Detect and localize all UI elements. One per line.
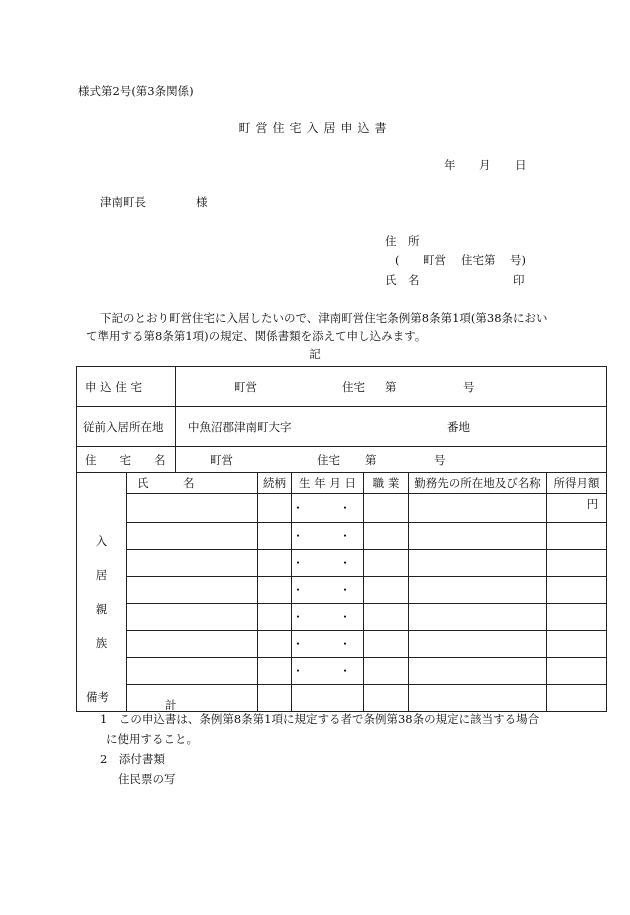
column-header-relation: 続柄 xyxy=(258,473,292,494)
family-occupation-cell[interactable] xyxy=(364,523,409,550)
family-name-cell[interactable] xyxy=(127,631,258,658)
table-row xyxy=(77,577,607,604)
note-item-2-detail: 住民票の写 xyxy=(118,772,176,786)
ki-heading: 記 xyxy=(309,347,321,361)
form-number: 様式第2号(第3条関係) xyxy=(78,84,194,98)
total-relation-cell xyxy=(258,685,292,712)
previous-address-label: 従前入居所在地 xyxy=(77,407,176,447)
total-occupation-cell xyxy=(364,685,409,712)
family-workplace-cell[interactable] xyxy=(409,631,547,658)
applicant-address-label: 住 所 xyxy=(385,234,420,248)
housing-name-house: 住宅 xyxy=(317,452,340,467)
column-header-income: 所得月額 xyxy=(547,473,607,494)
family-occupation-cell[interactable] xyxy=(364,631,409,658)
previous-address-banchi: 番地 xyxy=(447,419,470,434)
family-name-cell[interactable] xyxy=(127,577,258,604)
family-occupation-cell[interactable] xyxy=(364,577,409,604)
previous-address-field[interactable] xyxy=(176,407,607,447)
family-birth-cell[interactable]: ・ ・ xyxy=(292,631,364,658)
application-housing-town: 町営 xyxy=(234,379,257,394)
applicant-housing-open: ( xyxy=(395,253,400,267)
family-name-cell[interactable] xyxy=(127,604,258,631)
family-relation-cell[interactable] xyxy=(258,577,292,604)
form-title: 町営住宅入居申込書 xyxy=(238,121,392,135)
family-income-cell[interactable] xyxy=(547,523,607,550)
family-workplace-cell[interactable] xyxy=(409,494,547,523)
family-relation-cell[interactable] xyxy=(258,631,292,658)
family-occupation-cell[interactable] xyxy=(364,658,409,685)
family-income-cell[interactable] xyxy=(547,550,607,577)
table-row xyxy=(77,631,607,658)
column-header-occupation: 職 業 xyxy=(364,473,409,494)
family-relation-cell[interactable] xyxy=(258,550,292,577)
application-housing-house: 住宅 xyxy=(342,379,365,394)
family-workplace-cell[interactable] xyxy=(409,658,547,685)
family-birth-cell[interactable]: ・ ・ xyxy=(292,494,364,523)
column-header-name: 氏 名 xyxy=(127,473,258,494)
family-birth-cell[interactable]: ・ ・ xyxy=(292,523,364,550)
addressee-honorific: 様 xyxy=(196,195,208,209)
family-birth-cell[interactable]: ・ ・ xyxy=(292,658,364,685)
family-name-cell[interactable] xyxy=(127,550,258,577)
note-item-1-line-1: 1 この申込書は、条例第8条第1項に規定する者で条例第38条の規定に該当する場合 xyxy=(100,712,540,726)
applicant-housing-town: 町営 xyxy=(423,253,446,267)
income-unit: 円 xyxy=(586,497,599,511)
total-income-cell[interactable] xyxy=(547,685,607,712)
family-income-cell[interactable] xyxy=(547,604,607,631)
table-row xyxy=(77,658,607,685)
column-header-workplace: 勤務先の所在地及び名称 xyxy=(409,473,547,494)
date-day-label: 日 xyxy=(515,158,527,172)
family-name-cell[interactable] xyxy=(127,494,258,523)
notes-heading: 備考 xyxy=(86,690,109,704)
application-statement: 下記のとおり町営住宅に入居したいので、津南町営住宅条例第8条第1項(第38条において準用する第8条第1項)の規定、関係書類を添えて申し込みます。 xyxy=(86,311,548,343)
housing-name-label: 住 宅 名 xyxy=(77,447,176,473)
family-relation-cell[interactable] xyxy=(258,494,292,523)
family-name-cell[interactable] xyxy=(127,658,258,685)
family-income-cell[interactable] xyxy=(547,658,607,685)
previous-address-prefix: 中魚沼郡津南町大字 xyxy=(188,419,292,434)
family-income-cell[interactable] xyxy=(547,577,607,604)
housing-name-dai: 第 xyxy=(365,452,377,467)
total-row xyxy=(77,685,607,712)
housing-name-go: 号 xyxy=(434,452,446,467)
applicant-name-label: 氏 名 xyxy=(385,273,420,287)
family-workplace-cell[interactable] xyxy=(409,604,547,631)
column-header-birth-date: 生 年 月 日 xyxy=(292,473,364,494)
applicant-housing-number: 号) xyxy=(510,253,526,267)
family-income-cell[interactable] xyxy=(547,631,607,658)
application-housing-label: 申 込 住 宅 xyxy=(77,367,176,407)
table-row xyxy=(77,604,607,631)
family-relation-cell[interactable] xyxy=(258,523,292,550)
family-name-cell[interactable] xyxy=(127,523,258,550)
total-label-cell: 計 xyxy=(127,685,258,712)
addressee: 津南町長 xyxy=(100,195,146,209)
applicant-housing-house: 住宅第 xyxy=(461,253,496,267)
family-workplace-cell[interactable] xyxy=(409,577,547,604)
note-item-1-line-2: に使用すること。 xyxy=(106,732,198,746)
total-workplace-cell xyxy=(409,685,547,712)
total-birth-cell xyxy=(292,685,364,712)
family-members-label: 入 居 親 族 xyxy=(77,473,127,712)
family-birth-cell[interactable]: ・ ・ xyxy=(292,604,364,631)
family-occupation-cell[interactable] xyxy=(364,604,409,631)
application-housing-dai: 第 xyxy=(385,379,397,394)
family-occupation-cell[interactable] xyxy=(364,550,409,577)
application-table xyxy=(76,366,607,712)
table-row xyxy=(77,494,607,523)
family-relation-cell[interactable] xyxy=(258,658,292,685)
application-housing-go: 号 xyxy=(463,379,475,394)
date-year-label: 年 xyxy=(444,158,456,172)
table-row xyxy=(77,550,607,577)
family-birth-cell[interactable]: ・ ・ xyxy=(292,550,364,577)
family-occupation-cell[interactable] xyxy=(364,494,409,523)
application-housing-field[interactable] xyxy=(176,367,607,407)
family-income-cell[interactable] xyxy=(547,494,607,523)
family-workplace-cell[interactable] xyxy=(409,523,547,550)
housing-name-town: 町営 xyxy=(210,452,233,467)
family-workplace-cell[interactable] xyxy=(409,550,547,577)
date-month-label: 月 xyxy=(479,158,491,172)
table-row xyxy=(77,523,607,550)
note-item-2: 2 添付書類 xyxy=(100,752,165,766)
applicant-seal: 印 xyxy=(513,273,525,287)
family-birth-cell[interactable]: ・ ・ xyxy=(292,577,364,604)
housing-name-field[interactable] xyxy=(176,447,607,473)
family-relation-cell[interactable] xyxy=(258,604,292,631)
